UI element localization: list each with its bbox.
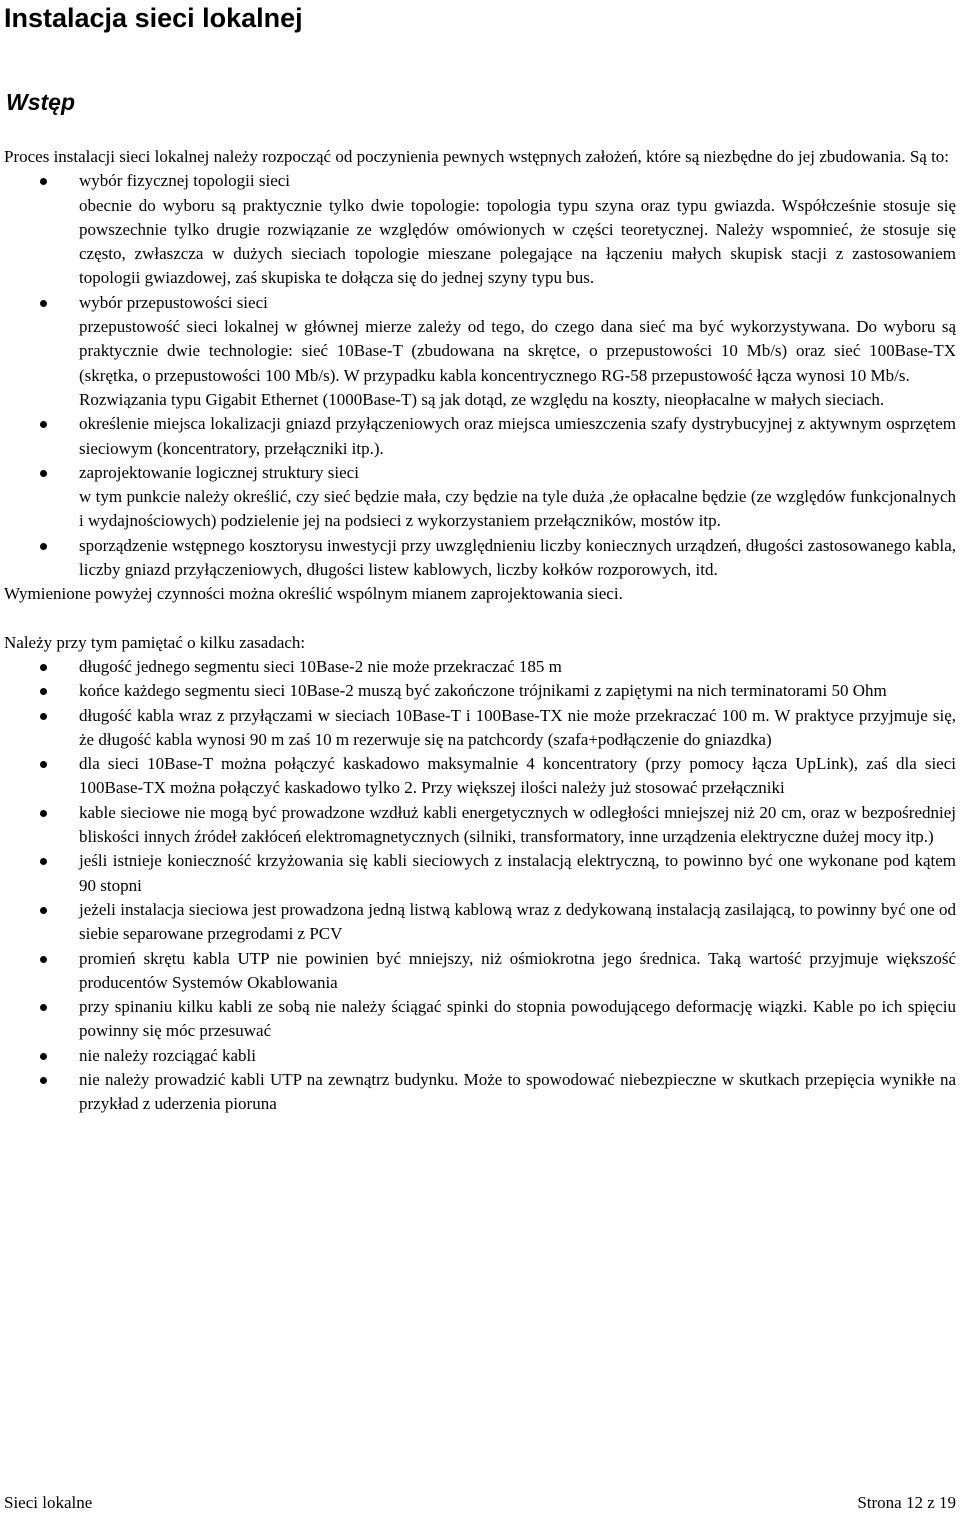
- page-title: Instalacja sieci lokalnej: [4, 3, 303, 33]
- list-item: jeśli istnieje konieczność krzyżowania się kabli sieciowych z instalacją elektryczną, to powinno być one wykonane pod kątem 90 stopni: [4, 849, 956, 898]
- list-item: końce każdego segmentu sieci 10Base-2 muszą być zakończone trójnikami z zapiętymi na nich terminatorami 50 Ohm: [4, 679, 956, 703]
- list-item: promień skrętu kabla UTP nie powinien być mniejszy, niż ośmiokrotna jego średnica. Taką wartość przyjmuje większość producentów Systemów Okablowania: [4, 947, 956, 996]
- list-item: przy spinaniu kilku kabli ze sobą nie należy ściągać spinki do stopnia powodującego deformację wiązki. Kable po ich spięciu powinny się móc przesuwać: [4, 995, 956, 1044]
- paragraph-spacer: [4, 607, 956, 631]
- list-item: [4, 169, 956, 290]
- steps-list: [4, 169, 956, 582]
- step-text: w tym punkcie należy określić, czy sieć będzie mała, czy będzie na tyle duża ,że opłacalne będzie (ze względów funkcjonalnych i wydajnościowych) podzielenie jej na podsieci z wykorzystaniem przełączników, mostów itp.: [79, 487, 956, 531]
- footer-doc-title: Sieci lokalne: [4, 1493, 93, 1512]
- list-item: [4, 461, 956, 534]
- step-text: Rozwiązania typu Gigabit Ethernet (1000Base-T) są jak dotąd, ze względu na koszty, nieopłacalne w małych sieciach.: [79, 389, 885, 409]
- list-item: długość kabla wraz z przyłączami w sieciach 10Base-T i 100Base-TX nie może przekraczać 100 m. W praktyce przyjmuje się, że długość kabla wynosi 90 m zaś 10 m rezerwuje się na patchcordy (szafa+podłączenie do gniazdka): [4, 704, 956, 753]
- intro-paragraph: Proces instalacji sieci lokalnej należy rozpocząć od poczynienia pewnych wstępnych założeń, które są niezbędne do jej zbudowania. Są to:: [4, 147, 950, 166]
- step-heading: wybór przepustowości sieci: [79, 292, 268, 312]
- step-heading: wybór fizycznej topologii sieci: [79, 171, 291, 191]
- summary-paragraph: Wymienione powyżej czynności można określić wspólnym mianem zaprojektowania sieci.: [4, 584, 623, 604]
- list-item: [4, 291, 956, 412]
- rules-intro: Należy przy tym pamiętać o kilku zasadach:: [4, 632, 306, 652]
- list-item: jeżeli instalacja sieciowa jest prowadzona jedną listwą kablową wraz z dedykowaną instalacją zasilającą, to powinny być one od siebie separowane przegrodami z PCV: [4, 898, 956, 947]
- document-body: [4, 145, 956, 1117]
- list-item: nie należy prowadzić kabli UTP na zewnątrz budynku. Może to spowodować niebezpieczne w skutkach przepięcia wynikłe na przykład z uderzenia pioruna: [4, 1068, 956, 1117]
- list-item: długość jednego segmentu sieci 10Base-2 nie może przekraczać 185 m: [4, 655, 956, 679]
- section-heading: Wstęp: [6, 89, 75, 115]
- list-item: nie należy rozciągać kabli: [4, 1044, 956, 1068]
- list-item: [4, 534, 956, 583]
- list-item: dla sieci 10Base-T można połączyć kaskadowo maksymalnie 4 koncentratory (przy pomocy łącza UpLink), zaś dla sieci 100Base-TX można połączyć kaskadowo tylko 2. Przy większej ilości należy już stosować przełączniki: [4, 752, 956, 801]
- rules-list: [4, 655, 956, 1117]
- footer-page-number: Strona 12 z 19: [857, 1493, 956, 1512]
- step-heading: sporządzenie wstępnego kosztorysu inwestycji przy uwzględnieniu liczby koniecznych urządzeń, długości zastosowanego kabla, liczby gniazd przyłączeniowych, długości listew kablowych, liczby kołków rozporowych, itd.: [79, 535, 956, 580]
- step-heading: zaprojektowanie logicznej struktury sieci: [79, 462, 359, 482]
- step-text: obecnie do wyboru są praktycznie tylko dwie topologie: topologia typu szyna oraz typu gwiazda. Współcześnie stosuje się powszechnie tylko drugie rozwiązanie ze względów omówionych w części teoretycznej. Należy wspomnieć, że stosuje się często, zwłaszcza w dużych sieciach topologie mieszane polegające na łączeniu małych skupisk stacji z zastosowaniem topologii gwiazdowej, zaś skupiska te dołącza się do jednej szyny typu bus.: [79, 195, 956, 288]
- step-heading: określenie miejsca lokalizacji gniazd przyłączeniowych oraz miejsca umieszczenia szafy dystrybucyjnej z aktywnym osprzętem sieciowym (koncentratory, przełączniki itp.).: [79, 414, 956, 458]
- list-item: [4, 412, 956, 461]
- list-item: kable sieciowe nie mogą być prowadzone wzdłuż kabli energetycznych w odległości mniejszej niż 20 cm, oraz w bezpośredniej bliskości innych źródeł zakłóceń elektromagnetycznych (silniki, transformatory, inne urządzenia elektryczne dużej mocy itp.): [4, 801, 956, 850]
- step-text: przepustowość sieci lokalnej w głównej mierze zależy od tego, do czego dana sieć ma być wykorzystywana. Do wyboru są praktycznie dwie technologie: sieć 10Base-T (zbudowana na skrętce, o przepustowości 10 Mb/s) oraz sieć 100Base-TX (skrętka, o przepustowości 100 Mb/s). W przypadku kabla koncentrycznego RG-58 przepustowość łącza wynosi 10 Mb/s.: [79, 317, 956, 385]
